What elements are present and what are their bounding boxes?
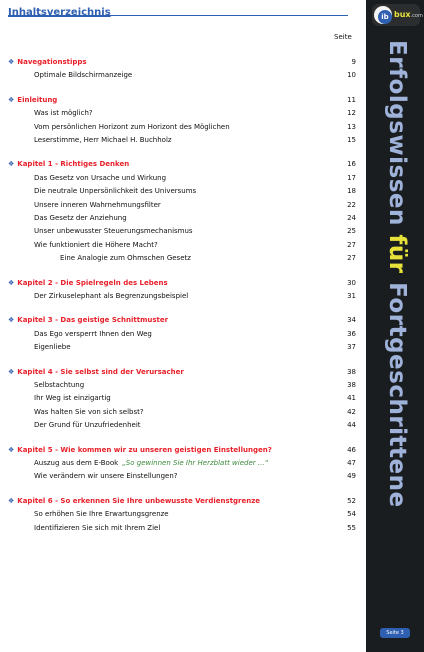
toc-page-number: 37 bbox=[347, 343, 356, 352]
book-title-word3: Fortgeschrittene bbox=[384, 282, 410, 508]
logo-text: bux bbox=[394, 10, 411, 19]
toc-text: Der Zirkuselephant als Begrenzungsbeispiel bbox=[34, 292, 189, 300]
toc-page-number: 18 bbox=[347, 187, 356, 196]
toc-chapter-row[interactable] bbox=[8, 277, 356, 289]
toc-chapter-row[interactable] bbox=[8, 94, 356, 106]
toc-page-number: 47 bbox=[347, 459, 356, 467]
toc-text: Was ist möglich? bbox=[34, 109, 93, 118]
toc-text: Der Grund für Unzufriedenheit bbox=[34, 421, 141, 430]
toc-entry-row[interactable] bbox=[8, 69, 356, 81]
toc-page-number: 52 bbox=[347, 496, 356, 505]
toc-chapter-row[interactable] bbox=[8, 366, 356, 378]
bullet-diamond-icon: ❖ bbox=[8, 316, 15, 325]
toc-entry-title[interactable] bbox=[34, 199, 161, 211]
toc-text: Auszug aus dem E-Book bbox=[34, 459, 119, 467]
toc-entry-title[interactable] bbox=[60, 252, 191, 264]
toc-text: Identifizieren Sie sich mit Ihrem Ziel bbox=[34, 523, 161, 532]
toc-chapter-title[interactable] bbox=[8, 158, 129, 170]
toc-text: Was halten Sie von sich selbst? bbox=[34, 407, 144, 416]
toc-page-number: 13 bbox=[347, 122, 356, 131]
toc-text: Wie verändern wir unsere Einstellungen? bbox=[34, 472, 178, 481]
toc-text: Kapitel 2 - Die Spielregeln des Lebens bbox=[17, 278, 168, 287]
toc-text: So erhöhen Sie Ihre Erwartungsgrenze bbox=[34, 510, 169, 519]
toc-text: Navegationstipps bbox=[17, 58, 87, 66]
toc-text: Einleitung bbox=[17, 95, 58, 104]
toc-entry-row[interactable] bbox=[8, 419, 356, 431]
toc-entry-row[interactable] bbox=[8, 225, 356, 237]
toc-text: Kapitel 6 - So erkennen Sie Ihre unbewusste Verdienstgrenze bbox=[17, 496, 261, 505]
toc-entry-row[interactable] bbox=[8, 185, 356, 197]
toc-entry-title[interactable] bbox=[34, 107, 93, 119]
toc-chapter-title[interactable] bbox=[8, 495, 260, 507]
brand-logo[interactable] bbox=[372, 4, 423, 26]
toc-entry-title[interactable] bbox=[34, 134, 172, 146]
toc-title[interactable]: Inhaltsverzeichnis bbox=[8, 7, 111, 18]
toc-page-number: 24 bbox=[347, 214, 356, 222]
toc-entry-title[interactable] bbox=[34, 419, 141, 431]
bullet-diamond-icon: ❖ bbox=[8, 160, 15, 169]
toc-entry-row[interactable] bbox=[8, 508, 356, 520]
toc-chapter-row[interactable] bbox=[8, 314, 356, 326]
toc-page-number: 42 bbox=[347, 407, 356, 416]
toc-text: Vom persönlichen Horizont zum Horizont des Möglichen bbox=[34, 122, 230, 131]
toc-page-number: 38 bbox=[347, 381, 356, 389]
toc-chapter-title[interactable] bbox=[8, 444, 272, 456]
toc-page-number: 55 bbox=[347, 523, 356, 532]
toc-book-title-quote: „So gewinnen Sie Ihr Herzblatt wieder ...“ bbox=[122, 459, 269, 467]
toc-entry-row[interactable] bbox=[8, 328, 356, 340]
toc-page-number: 11 bbox=[347, 95, 356, 104]
toc-text: Unsere inneren Wahrnehmungsfilter bbox=[34, 200, 161, 209]
book-sidebar bbox=[366, 0, 424, 652]
toc-entry-title[interactable] bbox=[34, 185, 196, 197]
toc-chapter-row[interactable] bbox=[8, 158, 356, 170]
toc-page-number: 16 bbox=[347, 160, 356, 169]
toc-page-number: 36 bbox=[347, 329, 356, 338]
toc-text: Optimale Bildschirmanzeige bbox=[34, 71, 133, 80]
toc-page-number: 27 bbox=[347, 240, 356, 249]
toc-header bbox=[8, 0, 348, 16]
toc-entry-title[interactable] bbox=[34, 470, 178, 482]
bullet-diamond-icon: ❖ bbox=[8, 58, 15, 66]
toc-chapter-row[interactable] bbox=[8, 444, 356, 456]
book-title-word1: Erfolgswissen bbox=[384, 40, 410, 226]
toc-entry-row[interactable] bbox=[8, 470, 356, 482]
toc-text: Leserstimme, Herr Michael H. Buchholz bbox=[34, 136, 172, 144]
toc-text: Das Ego versperrt Ihnen den Weg bbox=[34, 329, 152, 338]
toc-entry-title[interactable] bbox=[34, 392, 111, 404]
toc-entry-title[interactable] bbox=[34, 290, 188, 302]
toc-page-number: 12 bbox=[347, 109, 356, 118]
toc-text: Das Gesetz von Ursache und Wirkung bbox=[34, 173, 167, 182]
toc-entry-title[interactable] bbox=[34, 69, 132, 81]
toc-page-number: 49 bbox=[347, 472, 356, 481]
bullet-diamond-icon: ❖ bbox=[8, 367, 15, 376]
logo-suffix: .com bbox=[410, 13, 423, 19]
toc-text: Eine Analogie zum Ohmschen Gesetz bbox=[60, 254, 191, 263]
toc-page-number: 17 bbox=[347, 173, 356, 182]
toc-page-number: 9 bbox=[351, 58, 356, 66]
toc-entry-row[interactable] bbox=[8, 290, 356, 302]
toc-entry-title[interactable] bbox=[34, 239, 158, 251]
toc-entry-title[interactable] bbox=[34, 457, 268, 469]
page-column-label: Seite bbox=[334, 33, 352, 41]
toc-entry-title[interactable] bbox=[34, 379, 84, 391]
toc-entry-title[interactable] bbox=[34, 406, 144, 418]
toc-entry-row[interactable] bbox=[8, 457, 356, 469]
toc-text: Das Gesetz der Anziehung bbox=[34, 214, 127, 222]
toc-page-number: 41 bbox=[347, 394, 356, 403]
toc-entry-title[interactable] bbox=[34, 328, 152, 340]
toc-text: Selbstachtung bbox=[34, 381, 85, 389]
bullet-diamond-icon: ❖ bbox=[8, 496, 15, 505]
toc-page-number: 25 bbox=[347, 227, 356, 236]
toc-page-number: 44 bbox=[347, 421, 356, 430]
toc-entry-row[interactable] bbox=[8, 392, 356, 404]
toc-entry-title[interactable] bbox=[34, 121, 230, 133]
toc-entry-title[interactable] bbox=[34, 522, 160, 534]
toc-chapter-title[interactable] bbox=[8, 366, 184, 378]
toc-entry-title[interactable] bbox=[34, 508, 169, 520]
toc-page-number: 34 bbox=[347, 316, 356, 325]
toc-text: Die neutrale Unpersönlichkeit des Universums bbox=[34, 187, 197, 196]
toc-text: Kapitel 4 - Sie selbst sind der Verursacher bbox=[17, 367, 184, 376]
toc-chapter-row[interactable] bbox=[8, 495, 356, 507]
toc-entry-row[interactable] bbox=[8, 107, 356, 119]
toc-chapter-title[interactable] bbox=[8, 56, 87, 68]
toc-chapter-title[interactable] bbox=[8, 277, 168, 289]
toc-text: Ihr Weg ist einzigartig bbox=[34, 394, 111, 403]
toc-chapter-title[interactable] bbox=[8, 314, 168, 326]
page-number-badge: Seite 3 bbox=[380, 628, 410, 638]
toc-page-number: 27 bbox=[347, 254, 356, 263]
toc-page-number: 10 bbox=[347, 71, 356, 80]
bullet-diamond-icon: ❖ bbox=[8, 445, 15, 454]
toc-page-number: 54 bbox=[347, 510, 356, 519]
toc-entry-row[interactable] bbox=[8, 379, 356, 391]
toc-entry-title[interactable] bbox=[34, 341, 71, 353]
book-title-word2: für bbox=[384, 234, 410, 274]
toc-entry-row[interactable] bbox=[8, 121, 356, 133]
logo-circle-icon: ib bbox=[374, 6, 392, 24]
toc-text: Wie funktioniert die Höhere Macht? bbox=[34, 240, 158, 249]
toc-entry-row[interactable] bbox=[8, 134, 356, 146]
book-title-vertical bbox=[381, 40, 413, 620]
toc-chapter-title[interactable] bbox=[8, 94, 57, 106]
toc-page-number: 15 bbox=[347, 136, 356, 144]
toc-entry-title[interactable] bbox=[34, 212, 127, 224]
bullet-diamond-icon: ❖ bbox=[8, 278, 15, 287]
toc-entry-row[interactable] bbox=[8, 341, 356, 353]
toc-entry-row[interactable] bbox=[8, 199, 356, 211]
bullet-diamond-icon: ❖ bbox=[8, 95, 15, 104]
toc-entry-row[interactable] bbox=[8, 252, 356, 264]
toc-entry-title[interactable] bbox=[34, 172, 166, 184]
toc-page-number: 31 bbox=[347, 292, 356, 300]
toc-entry-row[interactable] bbox=[8, 406, 356, 418]
toc-page-number: 46 bbox=[347, 445, 356, 454]
toc-entry-row[interactable] bbox=[8, 212, 356, 224]
toc-entry-row[interactable] bbox=[8, 239, 356, 251]
toc-text: Kapitel 1 - Richtiges Denken bbox=[17, 160, 130, 169]
toc-text: Eigenliebe bbox=[34, 343, 71, 352]
toc-page-number: 30 bbox=[347, 278, 356, 287]
toc-text: Kapitel 3 - Das geistige Schnittmuster bbox=[17, 316, 169, 325]
toc-entry-row[interactable] bbox=[8, 172, 356, 184]
toc-entry-title[interactable] bbox=[34, 225, 193, 237]
toc-page-number: 22 bbox=[347, 200, 356, 209]
toc-text: Unser unbewusster Steuerungsmechanismus bbox=[34, 227, 193, 236]
toc-text: Kapitel 5 - Wie kommen wir zu unseren geistigen Einstellungen? bbox=[17, 445, 272, 454]
toc-entry-row[interactable] bbox=[8, 522, 356, 534]
toc-chapter-row[interactable] bbox=[8, 56, 356, 68]
toc-page-number: 38 bbox=[347, 367, 356, 376]
